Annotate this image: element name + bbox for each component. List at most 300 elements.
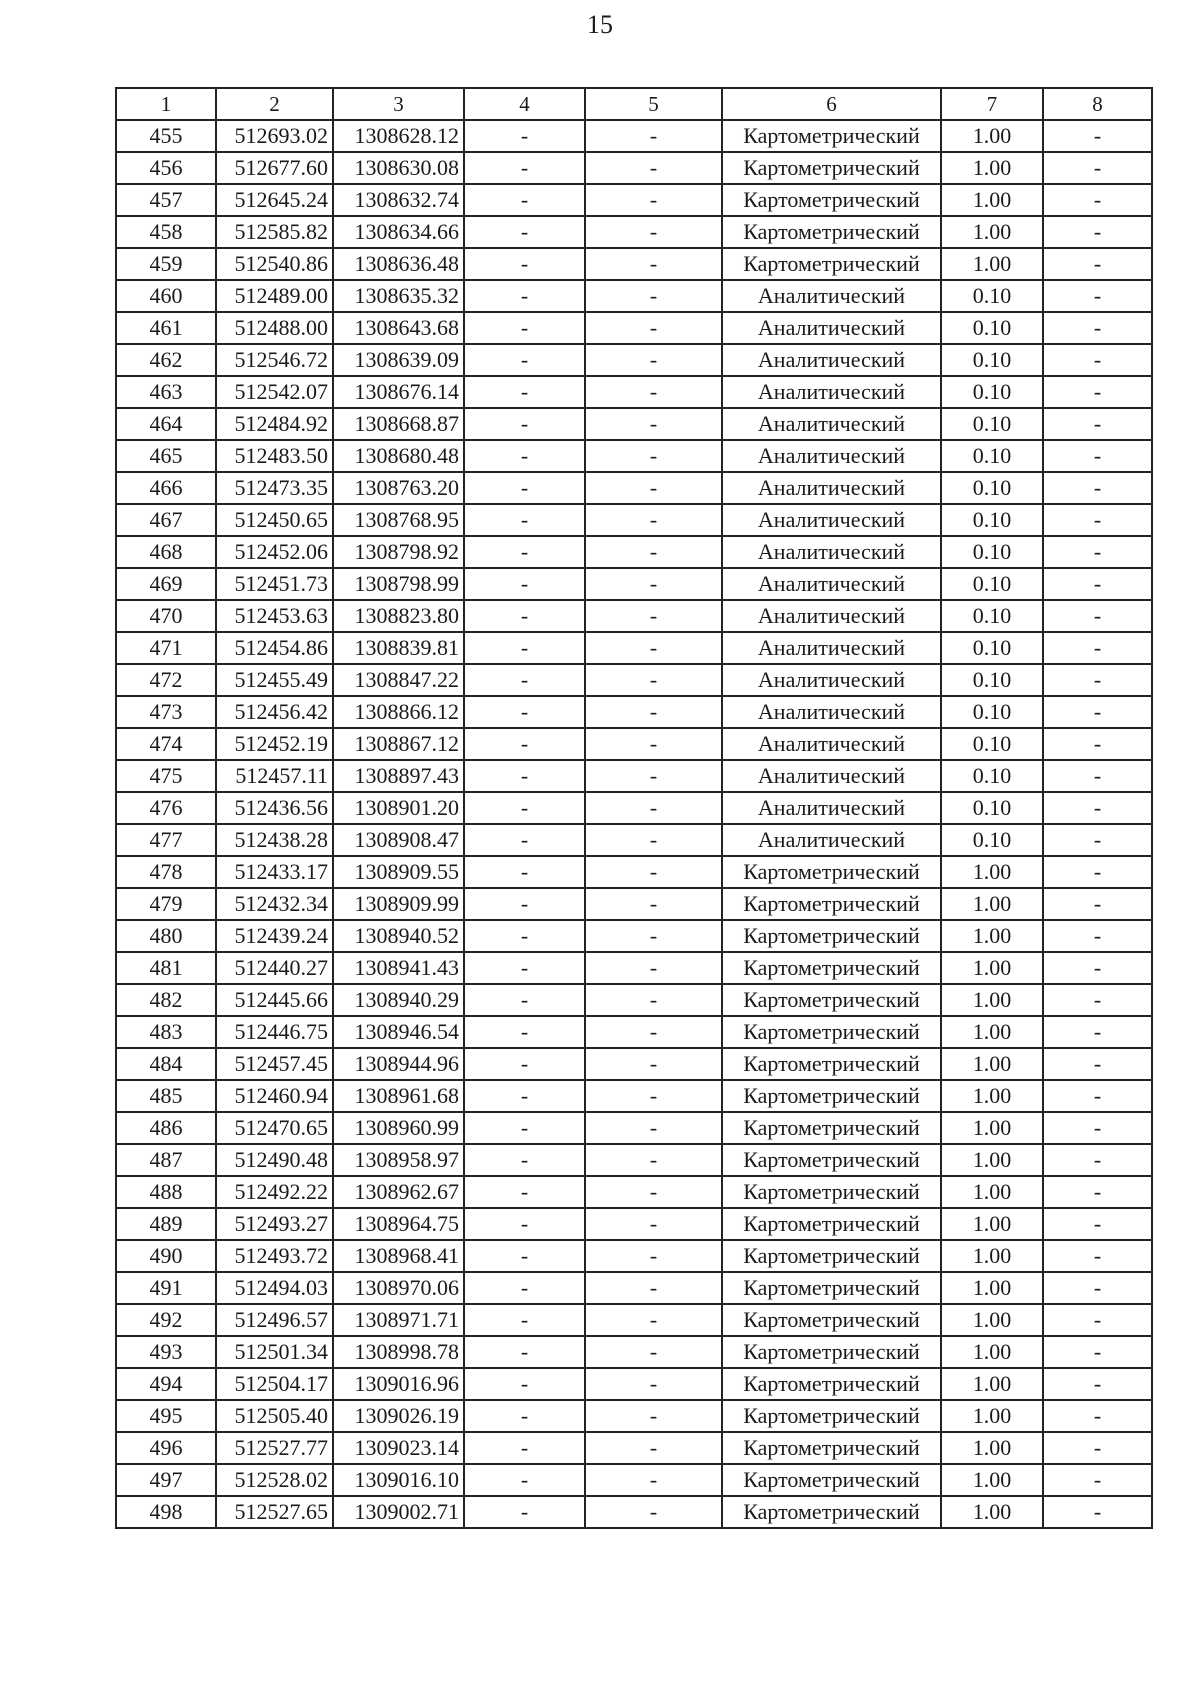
cell-coord-x: 512452.19	[216, 728, 333, 760]
cell-method: Картометрический	[722, 248, 941, 280]
cell-method: Картометрический	[722, 1048, 941, 1080]
cell-method: Картометрический	[722, 984, 941, 1016]
cell-col8: -	[1043, 1048, 1152, 1080]
cell-coord-x: 512505.40	[216, 1400, 333, 1432]
cell-point-number: 465	[116, 440, 216, 472]
cell-method: Аналитический	[722, 280, 941, 312]
table-row	[116, 696, 1152, 728]
table-row	[116, 1496, 1152, 1528]
cell-method: Аналитический	[722, 760, 941, 792]
table-row	[116, 600, 1152, 632]
cell-col8: -	[1043, 856, 1152, 888]
cell-coord-y: 1308763.20	[333, 472, 464, 504]
cell-col8: -	[1043, 408, 1152, 440]
cell-coord-x: 512451.73	[216, 568, 333, 600]
cell-col8: -	[1043, 1240, 1152, 1272]
cell-col5: -	[585, 760, 722, 792]
cell-point-number: 496	[116, 1432, 216, 1464]
cell-coord-x: 512460.94	[216, 1080, 333, 1112]
cell-accuracy: 0.10	[941, 600, 1043, 632]
cell-method: Картометрический	[722, 888, 941, 920]
column-header-1: 1	[116, 88, 216, 120]
cell-coord-x: 512470.65	[216, 1112, 333, 1144]
cell-col5: -	[585, 600, 722, 632]
cell-col4: -	[464, 664, 585, 696]
cell-col4: -	[464, 1144, 585, 1176]
cell-col8: -	[1043, 600, 1152, 632]
cell-accuracy: 0.10	[941, 824, 1043, 856]
cell-accuracy: 1.00	[941, 920, 1043, 952]
cell-col5: -	[585, 1080, 722, 1112]
table-row	[116, 1080, 1152, 1112]
table-row	[116, 184, 1152, 216]
table-row	[116, 344, 1152, 376]
cell-point-number: 473	[116, 696, 216, 728]
column-header-4: 4	[464, 88, 585, 120]
cell-col4: -	[464, 1208, 585, 1240]
cell-point-number: 460	[116, 280, 216, 312]
cell-col4: -	[464, 440, 585, 472]
cell-coord-x: 512438.28	[216, 824, 333, 856]
cell-point-number: 467	[116, 504, 216, 536]
column-header-8: 8	[1043, 88, 1152, 120]
table-row	[116, 536, 1152, 568]
cell-method: Аналитический	[722, 504, 941, 536]
column-header-2: 2	[216, 88, 333, 120]
cell-coord-x: 512483.50	[216, 440, 333, 472]
cell-method: Картометрический	[722, 920, 941, 952]
cell-col8: -	[1043, 1336, 1152, 1368]
cell-col4: -	[464, 152, 585, 184]
cell-point-number: 471	[116, 632, 216, 664]
cell-coord-x: 512542.07	[216, 376, 333, 408]
cell-point-number: 456	[116, 152, 216, 184]
cell-col8: -	[1043, 632, 1152, 664]
cell-col4: -	[464, 312, 585, 344]
cell-accuracy: 1.00	[941, 1272, 1043, 1304]
cell-col5: -	[585, 1432, 722, 1464]
table-row	[116, 1208, 1152, 1240]
cell-coord-x: 512432.34	[216, 888, 333, 920]
cell-coord-y: 1308909.55	[333, 856, 464, 888]
cell-col4: -	[464, 1400, 585, 1432]
cell-col8: -	[1043, 184, 1152, 216]
table-row	[116, 728, 1152, 760]
cell-col8: -	[1043, 1112, 1152, 1144]
cell-col5: -	[585, 120, 722, 152]
cell-col4: -	[464, 184, 585, 216]
cell-col5: -	[585, 696, 722, 728]
cell-coord-x: 512473.35	[216, 472, 333, 504]
table-row	[116, 152, 1152, 184]
cell-accuracy: 0.10	[941, 504, 1043, 536]
cell-coord-x: 512585.82	[216, 216, 333, 248]
cell-col8: -	[1043, 824, 1152, 856]
cell-col8: -	[1043, 920, 1152, 952]
cell-coord-y: 1308676.14	[333, 376, 464, 408]
cell-point-number: 491	[116, 1272, 216, 1304]
cell-method: Картометрический	[722, 1304, 941, 1336]
cell-point-number: 463	[116, 376, 216, 408]
table-header-row	[116, 88, 1152, 120]
cell-col4: -	[464, 792, 585, 824]
cell-col5: -	[585, 920, 722, 952]
table-row	[116, 472, 1152, 504]
cell-col4: -	[464, 568, 585, 600]
cell-coord-y: 1308643.68	[333, 312, 464, 344]
cell-col5: -	[585, 1304, 722, 1336]
cell-coord-x: 512445.66	[216, 984, 333, 1016]
cell-method: Картометрический	[722, 1272, 941, 1304]
cell-point-number: 497	[116, 1464, 216, 1496]
table-row	[116, 1016, 1152, 1048]
cell-point-number: 457	[116, 184, 216, 216]
cell-coord-y: 1308897.43	[333, 760, 464, 792]
cell-col4: -	[464, 728, 585, 760]
cell-method: Аналитический	[722, 728, 941, 760]
cell-col4: -	[464, 1176, 585, 1208]
cell-point-number: 474	[116, 728, 216, 760]
cell-coord-y: 1308998.78	[333, 1336, 464, 1368]
cell-coord-x: 512504.17	[216, 1368, 333, 1400]
cell-col8: -	[1043, 440, 1152, 472]
cell-coord-x: 512492.22	[216, 1176, 333, 1208]
cell-method: Аналитический	[722, 568, 941, 600]
cell-accuracy: 1.00	[941, 1176, 1043, 1208]
cell-col4: -	[464, 216, 585, 248]
cell-col8: -	[1043, 152, 1152, 184]
cell-col8: -	[1043, 312, 1152, 344]
cell-col5: -	[585, 152, 722, 184]
cell-coord-y: 1308635.32	[333, 280, 464, 312]
cell-col8: -	[1043, 952, 1152, 984]
cell-accuracy: 1.00	[941, 1016, 1043, 1048]
cell-col8: -	[1043, 1272, 1152, 1304]
cell-accuracy: 1.00	[941, 1240, 1043, 1272]
cell-col5: -	[585, 792, 722, 824]
cell-accuracy: 0.10	[941, 312, 1043, 344]
cell-coord-x: 512540.86	[216, 248, 333, 280]
cell-col4: -	[464, 1336, 585, 1368]
cell-accuracy: 0.10	[941, 696, 1043, 728]
cell-coord-y: 1308630.08	[333, 152, 464, 184]
cell-col4: -	[464, 408, 585, 440]
cell-col4: -	[464, 504, 585, 536]
table-row	[116, 984, 1152, 1016]
cell-col8: -	[1043, 888, 1152, 920]
cell-method: Аналитический	[722, 696, 941, 728]
cell-method: Картометрический	[722, 1144, 941, 1176]
cell-accuracy: 1.00	[941, 1432, 1043, 1464]
cell-col4: -	[464, 1240, 585, 1272]
table-row	[116, 792, 1152, 824]
cell-col5: -	[585, 1336, 722, 1368]
cell-col5: -	[585, 440, 722, 472]
cell-col5: -	[585, 536, 722, 568]
cell-accuracy: 1.00	[941, 1496, 1043, 1528]
cell-col8: -	[1043, 1400, 1152, 1432]
cell-col8: -	[1043, 536, 1152, 568]
cell-coord-x: 512528.02	[216, 1464, 333, 1496]
cell-col5: -	[585, 376, 722, 408]
cell-method: Картометрический	[722, 856, 941, 888]
cell-coord-y: 1308634.66	[333, 216, 464, 248]
cell-accuracy: 1.00	[941, 856, 1043, 888]
cell-col8: -	[1043, 504, 1152, 536]
cell-point-number: 478	[116, 856, 216, 888]
table-row	[116, 568, 1152, 600]
cell-col4: -	[464, 280, 585, 312]
cell-coord-x: 512456.42	[216, 696, 333, 728]
cell-accuracy: 1.00	[941, 184, 1043, 216]
cell-accuracy: 0.10	[941, 472, 1043, 504]
cell-col5: -	[585, 344, 722, 376]
cell-coord-x: 512454.86	[216, 632, 333, 664]
cell-coord-y: 1308636.48	[333, 248, 464, 280]
cell-point-number: 487	[116, 1144, 216, 1176]
cell-col4: -	[464, 632, 585, 664]
cell-coord-y: 1308628.12	[333, 120, 464, 152]
cell-accuracy: 0.10	[941, 280, 1043, 312]
cell-coord-x: 512490.48	[216, 1144, 333, 1176]
cell-coord-x: 512489.00	[216, 280, 333, 312]
table-row	[116, 440, 1152, 472]
cell-point-number: 476	[116, 792, 216, 824]
cell-col5: -	[585, 1112, 722, 1144]
cell-point-number: 468	[116, 536, 216, 568]
table-row	[116, 1432, 1152, 1464]
cell-col5: -	[585, 1272, 722, 1304]
cell-point-number: 494	[116, 1368, 216, 1400]
table-row	[116, 1304, 1152, 1336]
cell-coord-x: 512457.45	[216, 1048, 333, 1080]
table-row	[116, 408, 1152, 440]
cell-method: Аналитический	[722, 536, 941, 568]
cell-coord-y: 1309023.14	[333, 1432, 464, 1464]
cell-method: Картометрический	[722, 1176, 941, 1208]
cell-coord-y: 1308798.99	[333, 568, 464, 600]
cell-coord-y: 1308632.74	[333, 184, 464, 216]
cell-col5: -	[585, 952, 722, 984]
cell-coord-x: 512484.92	[216, 408, 333, 440]
table-row	[116, 1464, 1152, 1496]
cell-col4: -	[464, 1464, 585, 1496]
cell-point-number: 480	[116, 920, 216, 952]
cell-method: Картометрический	[722, 1208, 941, 1240]
cell-point-number: 489	[116, 1208, 216, 1240]
cell-accuracy: 1.00	[941, 1144, 1043, 1176]
cell-coord-y: 1308960.99	[333, 1112, 464, 1144]
cell-col4: -	[464, 920, 585, 952]
cell-coord-x: 512645.24	[216, 184, 333, 216]
cell-accuracy: 1.00	[941, 1400, 1043, 1432]
cell-col4: -	[464, 344, 585, 376]
table-row	[116, 280, 1152, 312]
cell-coord-x: 512436.56	[216, 792, 333, 824]
cell-point-number: 464	[116, 408, 216, 440]
cell-method: Картометрический	[722, 184, 941, 216]
cell-col4: -	[464, 760, 585, 792]
cell-col8: -	[1043, 984, 1152, 1016]
cell-col4: -	[464, 472, 585, 504]
table-row	[116, 1176, 1152, 1208]
cell-accuracy: 1.00	[941, 1048, 1043, 1080]
cell-col5: -	[585, 1176, 722, 1208]
cell-point-number: 469	[116, 568, 216, 600]
cell-col8: -	[1043, 1144, 1152, 1176]
column-header-5: 5	[585, 88, 722, 120]
cell-method: Картометрический	[722, 1464, 941, 1496]
cell-col4: -	[464, 1112, 585, 1144]
table-row	[116, 856, 1152, 888]
cell-coord-y: 1308839.81	[333, 632, 464, 664]
cell-coord-x: 512452.06	[216, 536, 333, 568]
cell-accuracy: 0.10	[941, 664, 1043, 696]
cell-point-number: 485	[116, 1080, 216, 1112]
cell-accuracy: 1.00	[941, 888, 1043, 920]
cell-col8: -	[1043, 1208, 1152, 1240]
cell-point-number: 466	[116, 472, 216, 504]
cell-accuracy: 1.00	[941, 1304, 1043, 1336]
cell-point-number: 490	[116, 1240, 216, 1272]
cell-coord-x: 512493.72	[216, 1240, 333, 1272]
cell-col5: -	[585, 1016, 722, 1048]
cell-method: Аналитический	[722, 376, 941, 408]
cell-col5: -	[585, 1368, 722, 1400]
table-body	[116, 120, 1152, 1528]
cell-col4: -	[464, 696, 585, 728]
cell-col8: -	[1043, 1176, 1152, 1208]
cell-coord-y: 1308941.43	[333, 952, 464, 984]
cell-col8: -	[1043, 216, 1152, 248]
cell-point-number: 459	[116, 248, 216, 280]
cell-col8: -	[1043, 1016, 1152, 1048]
cell-method: Картометрический	[722, 216, 941, 248]
cell-coord-x: 512527.77	[216, 1432, 333, 1464]
cell-col8: -	[1043, 344, 1152, 376]
cell-point-number: 461	[116, 312, 216, 344]
cell-accuracy: 0.10	[941, 760, 1043, 792]
cell-col5: -	[585, 1048, 722, 1080]
cell-method: Аналитический	[722, 824, 941, 856]
cell-col8: -	[1043, 472, 1152, 504]
table-row	[116, 120, 1152, 152]
coordinates-table	[115, 87, 1153, 1529]
cell-coord-y: 1308940.29	[333, 984, 464, 1016]
cell-accuracy: 1.00	[941, 1208, 1043, 1240]
cell-col4: -	[464, 1368, 585, 1400]
cell-col5: -	[585, 632, 722, 664]
cell-coord-y: 1308668.87	[333, 408, 464, 440]
cell-accuracy: 1.00	[941, 1336, 1043, 1368]
cell-accuracy: 1.00	[941, 1080, 1043, 1112]
cell-col8: -	[1043, 760, 1152, 792]
cell-col5: -	[585, 280, 722, 312]
cell-coord-y: 1308909.99	[333, 888, 464, 920]
cell-col5: -	[585, 248, 722, 280]
column-header-3: 3	[333, 88, 464, 120]
cell-col5: -	[585, 216, 722, 248]
cell-coord-x: 512439.24	[216, 920, 333, 952]
cell-col8: -	[1043, 120, 1152, 152]
cell-method: Картометрический	[722, 1496, 941, 1528]
cell-col8: -	[1043, 696, 1152, 728]
cell-accuracy: 0.10	[941, 376, 1043, 408]
cell-accuracy: 1.00	[941, 1464, 1043, 1496]
cell-coord-y: 1309016.96	[333, 1368, 464, 1400]
cell-coord-y: 1308968.41	[333, 1240, 464, 1272]
cell-point-number: 483	[116, 1016, 216, 1048]
cell-col5: -	[585, 728, 722, 760]
cell-coord-x: 512488.00	[216, 312, 333, 344]
table-row	[116, 824, 1152, 856]
cell-col4: -	[464, 952, 585, 984]
table-row	[116, 920, 1152, 952]
cell-point-number: 481	[116, 952, 216, 984]
cell-col8: -	[1043, 1080, 1152, 1112]
cell-coord-y: 1308798.92	[333, 536, 464, 568]
cell-point-number: 495	[116, 1400, 216, 1432]
cell-coord-y: 1308944.96	[333, 1048, 464, 1080]
cell-point-number: 492	[116, 1304, 216, 1336]
cell-col4: -	[464, 824, 585, 856]
cell-method: Аналитический	[722, 408, 941, 440]
cell-col5: -	[585, 1144, 722, 1176]
cell-col5: -	[585, 1240, 722, 1272]
cell-method: Аналитический	[722, 440, 941, 472]
cell-col4: -	[464, 984, 585, 1016]
cell-coord-x: 512501.34	[216, 1336, 333, 1368]
cell-accuracy: 0.10	[941, 792, 1043, 824]
cell-col5: -	[585, 504, 722, 536]
cell-method: Аналитический	[722, 344, 941, 376]
table-row	[116, 952, 1152, 984]
table-row	[116, 1144, 1152, 1176]
cell-method: Картометрический	[722, 152, 941, 184]
cell-method: Картометрический	[722, 120, 941, 152]
cell-coord-y: 1308901.20	[333, 792, 464, 824]
cell-method: Аналитический	[722, 664, 941, 696]
cell-coord-y: 1308970.06	[333, 1272, 464, 1304]
table-row	[116, 1048, 1152, 1080]
cell-col4: -	[464, 1016, 585, 1048]
cell-accuracy: 0.10	[941, 536, 1043, 568]
cell-accuracy: 1.00	[941, 248, 1043, 280]
cell-accuracy: 1.00	[941, 952, 1043, 984]
cell-col8: -	[1043, 792, 1152, 824]
table-row	[116, 1368, 1152, 1400]
cell-point-number: 486	[116, 1112, 216, 1144]
cell-coord-y: 1308866.12	[333, 696, 464, 728]
cell-coord-x: 512494.03	[216, 1272, 333, 1304]
cell-coord-x: 512496.57	[216, 1304, 333, 1336]
cell-coord-y: 1308768.95	[333, 504, 464, 536]
cell-accuracy: 0.10	[941, 728, 1043, 760]
cell-col5: -	[585, 1400, 722, 1432]
cell-coord-x: 512693.02	[216, 120, 333, 152]
cell-col5: -	[585, 568, 722, 600]
cell-point-number: 462	[116, 344, 216, 376]
cell-point-number: 482	[116, 984, 216, 1016]
cell-accuracy: 1.00	[941, 120, 1043, 152]
cell-col5: -	[585, 312, 722, 344]
cell-method: Картометрический	[722, 1240, 941, 1272]
cell-coord-y: 1308847.22	[333, 664, 464, 696]
cell-accuracy: 1.00	[941, 216, 1043, 248]
cell-coord-y: 1308639.09	[333, 344, 464, 376]
cell-col4: -	[464, 1080, 585, 1112]
column-header-7: 7	[941, 88, 1043, 120]
